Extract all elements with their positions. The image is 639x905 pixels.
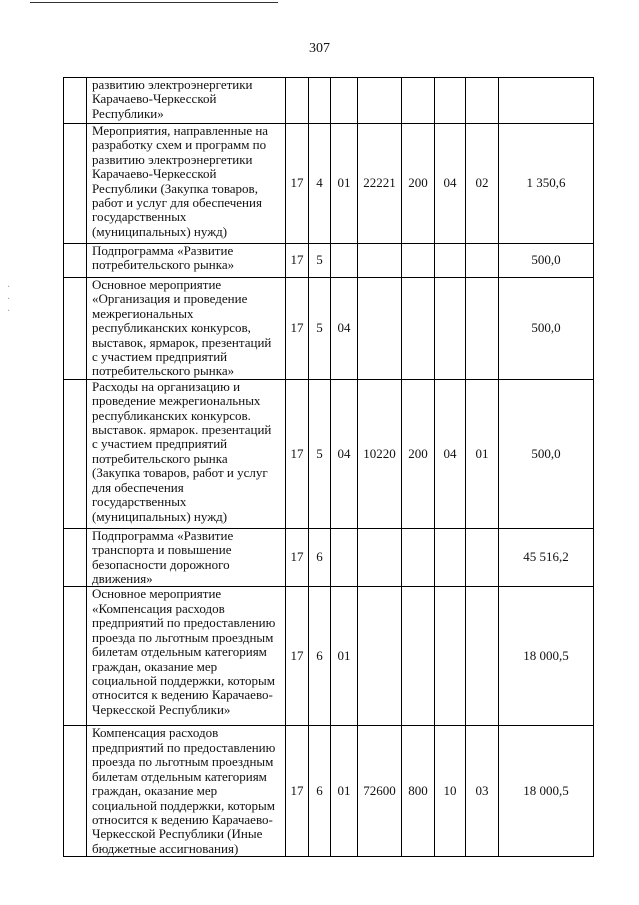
row-code7-cell xyxy=(466,587,499,726)
row-blank-cell xyxy=(64,379,87,528)
row-name-line: государственных xyxy=(92,494,187,510)
row-code5-cell: 800 xyxy=(402,726,435,857)
row-code2-cell xyxy=(309,78,331,124)
row-code3-cell xyxy=(331,528,358,587)
row-name-cell xyxy=(87,78,286,124)
row-code4-cell: 10220 xyxy=(358,379,402,528)
row-name-line: Компенсация расходов xyxy=(92,725,219,741)
row-name-cell xyxy=(87,587,286,726)
row-blank-cell xyxy=(64,278,87,380)
row-code7-cell: 02 xyxy=(466,124,499,244)
row-name-cell xyxy=(87,726,286,857)
row-name-line: выставок, ярмарок, презентаций xyxy=(92,334,272,350)
row-name-line: выставок. ярмарок. презентаций xyxy=(92,422,272,438)
row-code2-cell: 6 xyxy=(309,528,331,587)
row-code5-cell xyxy=(402,244,435,278)
row-name-line: Черкесской Республики» xyxy=(92,701,231,717)
row-code5-cell: 200 xyxy=(402,379,435,528)
margin-specks: · · · xyxy=(7,282,11,317)
row-name-line: развитию электроэнергетики xyxy=(92,151,253,167)
row-name-cell xyxy=(87,379,286,528)
row-code4-cell xyxy=(358,244,402,278)
row-name-line: билетам отдельным категориям xyxy=(92,768,267,784)
row-code3-cell: 04 xyxy=(331,278,358,380)
row-code4-cell xyxy=(358,278,402,380)
row-name-line: социальной поддержки, которым xyxy=(92,672,275,688)
row-name-line: граждан, оказание мер xyxy=(92,783,218,799)
row-code4-cell: 72600 xyxy=(358,726,402,857)
row-blank-cell xyxy=(64,726,87,857)
row-code3-cell xyxy=(331,244,358,278)
row-name-line: (Закупка товаров, работ и услуг xyxy=(92,465,268,481)
row-code4-cell xyxy=(358,528,402,587)
row-name-line: предприятий по предоставлению xyxy=(92,739,276,755)
row-code5-cell xyxy=(402,528,435,587)
page-number: 307 xyxy=(309,41,330,56)
row-code6-cell xyxy=(435,587,466,726)
row-code3-cell: 01 xyxy=(331,726,358,857)
row-name-line: безопасности дорожного xyxy=(92,556,230,572)
row-amount-cell: 500,0 xyxy=(499,278,594,380)
row-name-line: Карачаево-Черкесской xyxy=(92,91,217,107)
row-code5-cell xyxy=(402,278,435,380)
row-name-line: Подпрограмма «Развитие xyxy=(92,528,234,543)
row-name-line: (муниципальных) нужд) xyxy=(92,223,228,239)
row-name-line: работ и услуг для обеспечения xyxy=(92,195,262,211)
row-code3-cell: 04 xyxy=(331,379,358,528)
row-name-line: Подпрограмма «Развитие xyxy=(92,243,234,258)
row-name-line: «Организация и проведение xyxy=(92,291,248,307)
row-code6-cell: 10 xyxy=(435,726,466,857)
row-name-line: Черкесской Республики (Иные xyxy=(92,826,263,842)
row-blank-cell xyxy=(64,124,87,244)
row-code4-cell: 22221 xyxy=(358,124,402,244)
row-name-line: республиканских конкурсов. xyxy=(92,407,251,423)
row-name-line: относится к ведению Карачаево- xyxy=(92,811,273,827)
row-code5-cell: 200 xyxy=(402,124,435,244)
row-code2-cell: 6 xyxy=(309,587,331,726)
row-code5-cell xyxy=(402,78,435,124)
row-name-line: Карачаево-Черкесской xyxy=(92,166,217,182)
row-code6-cell: 04 xyxy=(435,124,466,244)
row-name-line: с участием предприятий xyxy=(92,436,228,452)
row-name-line: относится к ведению Карачаево- xyxy=(92,687,273,703)
row-name-line: потребительского рынка xyxy=(92,450,228,466)
row-code7-cell: 01 xyxy=(466,379,499,528)
row-code7-cell xyxy=(466,528,499,587)
row-code1-cell: 17 xyxy=(286,278,309,380)
row-name-line: с участием предприятий xyxy=(92,349,228,365)
row-code4-cell xyxy=(358,587,402,726)
table-row xyxy=(64,78,594,124)
row-code6-cell: 04 xyxy=(435,379,466,528)
row-code4-cell xyxy=(358,78,402,124)
row-code6-cell xyxy=(435,78,466,124)
row-name-line: развитию электроэнергетики xyxy=(92,77,253,92)
row-code2-cell: 4 xyxy=(309,124,331,244)
row-code7-cell xyxy=(466,78,499,124)
row-code6-cell xyxy=(435,528,466,587)
row-code2-cell: 5 xyxy=(309,379,331,528)
row-blank-cell xyxy=(64,528,87,587)
row-name-line: потребительского рынка» xyxy=(92,363,235,379)
row-code3-cell: 01 xyxy=(331,124,358,244)
row-name-line: Мероприятия, направленные на xyxy=(92,123,269,138)
row-code3-cell: 01 xyxy=(331,587,358,726)
row-code1-cell: 17 xyxy=(286,244,309,278)
row-name-line: проведение межрегиональных xyxy=(92,393,261,409)
row-code2-cell: 5 xyxy=(309,244,331,278)
row-name-cell xyxy=(87,124,286,244)
row-name-line: Республики (Закупка товаров, xyxy=(92,180,258,196)
row-code3-cell xyxy=(331,78,358,124)
row-amount-cell xyxy=(499,78,594,124)
row-name-line: республиканских конкурсов, xyxy=(92,320,251,336)
row-name-line: предприятий по предоставлению xyxy=(92,615,276,631)
budget-table xyxy=(63,77,594,857)
row-blank-cell xyxy=(64,244,87,278)
top-rule xyxy=(30,2,278,3)
row-name-line: социальной поддержки, которым xyxy=(92,797,275,813)
table-row xyxy=(64,124,594,244)
row-code5-cell xyxy=(402,587,435,726)
row-name-cell xyxy=(87,244,286,278)
table-row xyxy=(64,278,594,380)
row-name-line: транспорта и повышение xyxy=(92,542,232,558)
row-name-line: Расходы на организацию и xyxy=(92,379,241,394)
row-amount-cell: 500,0 xyxy=(499,379,594,528)
row-name-line: потребительского рынка» xyxy=(92,257,235,273)
row-name-cell xyxy=(87,528,286,587)
row-name-line: билетам отдельным категориям xyxy=(92,644,267,660)
row-code1-cell xyxy=(286,78,309,124)
row-name-cell xyxy=(87,278,286,380)
row-code2-cell: 5 xyxy=(309,278,331,380)
table-row xyxy=(64,379,594,528)
row-amount-cell: 18 000,5 xyxy=(499,726,594,857)
row-name-line: (муниципальных) нужд) xyxy=(92,508,228,524)
row-name-line: разработку схем и программ по xyxy=(92,137,267,153)
row-amount-cell: 1 350,6 xyxy=(499,124,594,244)
row-code1-cell: 17 xyxy=(286,587,309,726)
row-blank-cell xyxy=(64,78,87,124)
row-name-line: Республики» xyxy=(92,105,164,121)
row-name-line: государственных xyxy=(92,209,187,225)
row-code7-cell xyxy=(466,278,499,380)
table-row xyxy=(64,587,594,726)
row-blank-cell xyxy=(64,587,87,726)
row-name-line: «Компенсация расходов xyxy=(92,600,225,616)
row-code6-cell xyxy=(435,244,466,278)
row-name-line: для обеспечения xyxy=(92,479,184,495)
row-amount-cell: 45 516,2 xyxy=(499,528,594,587)
row-amount-cell: 18 000,5 xyxy=(499,587,594,726)
row-code6-cell xyxy=(435,278,466,380)
row-name-line: граждан, оказание мер xyxy=(92,658,218,674)
row-code1-cell: 17 xyxy=(286,379,309,528)
row-name-line: бюджетные ассигнования) xyxy=(92,840,239,856)
table-row xyxy=(64,726,594,857)
row-name-line: проезда по льготным проездным xyxy=(92,629,274,645)
row-name-line: движения» xyxy=(92,571,153,587)
row-code1-cell: 17 xyxy=(286,124,309,244)
row-name-line: Основное мероприятие xyxy=(92,277,222,292)
row-name-line: Основное мероприятие xyxy=(92,586,222,602)
row-code1-cell: 17 xyxy=(286,726,309,857)
row-code1-cell: 17 xyxy=(286,528,309,587)
row-name-line: межрегиональных xyxy=(92,305,194,321)
table-row xyxy=(64,244,594,278)
row-name-line: проезда по льготным проездным xyxy=(92,754,274,770)
table-row xyxy=(64,528,594,587)
row-amount-cell: 500,0 xyxy=(499,244,594,278)
row-code2-cell: 6 xyxy=(309,726,331,857)
row-code7-cell xyxy=(466,244,499,278)
row-code7-cell: 03 xyxy=(466,726,499,857)
